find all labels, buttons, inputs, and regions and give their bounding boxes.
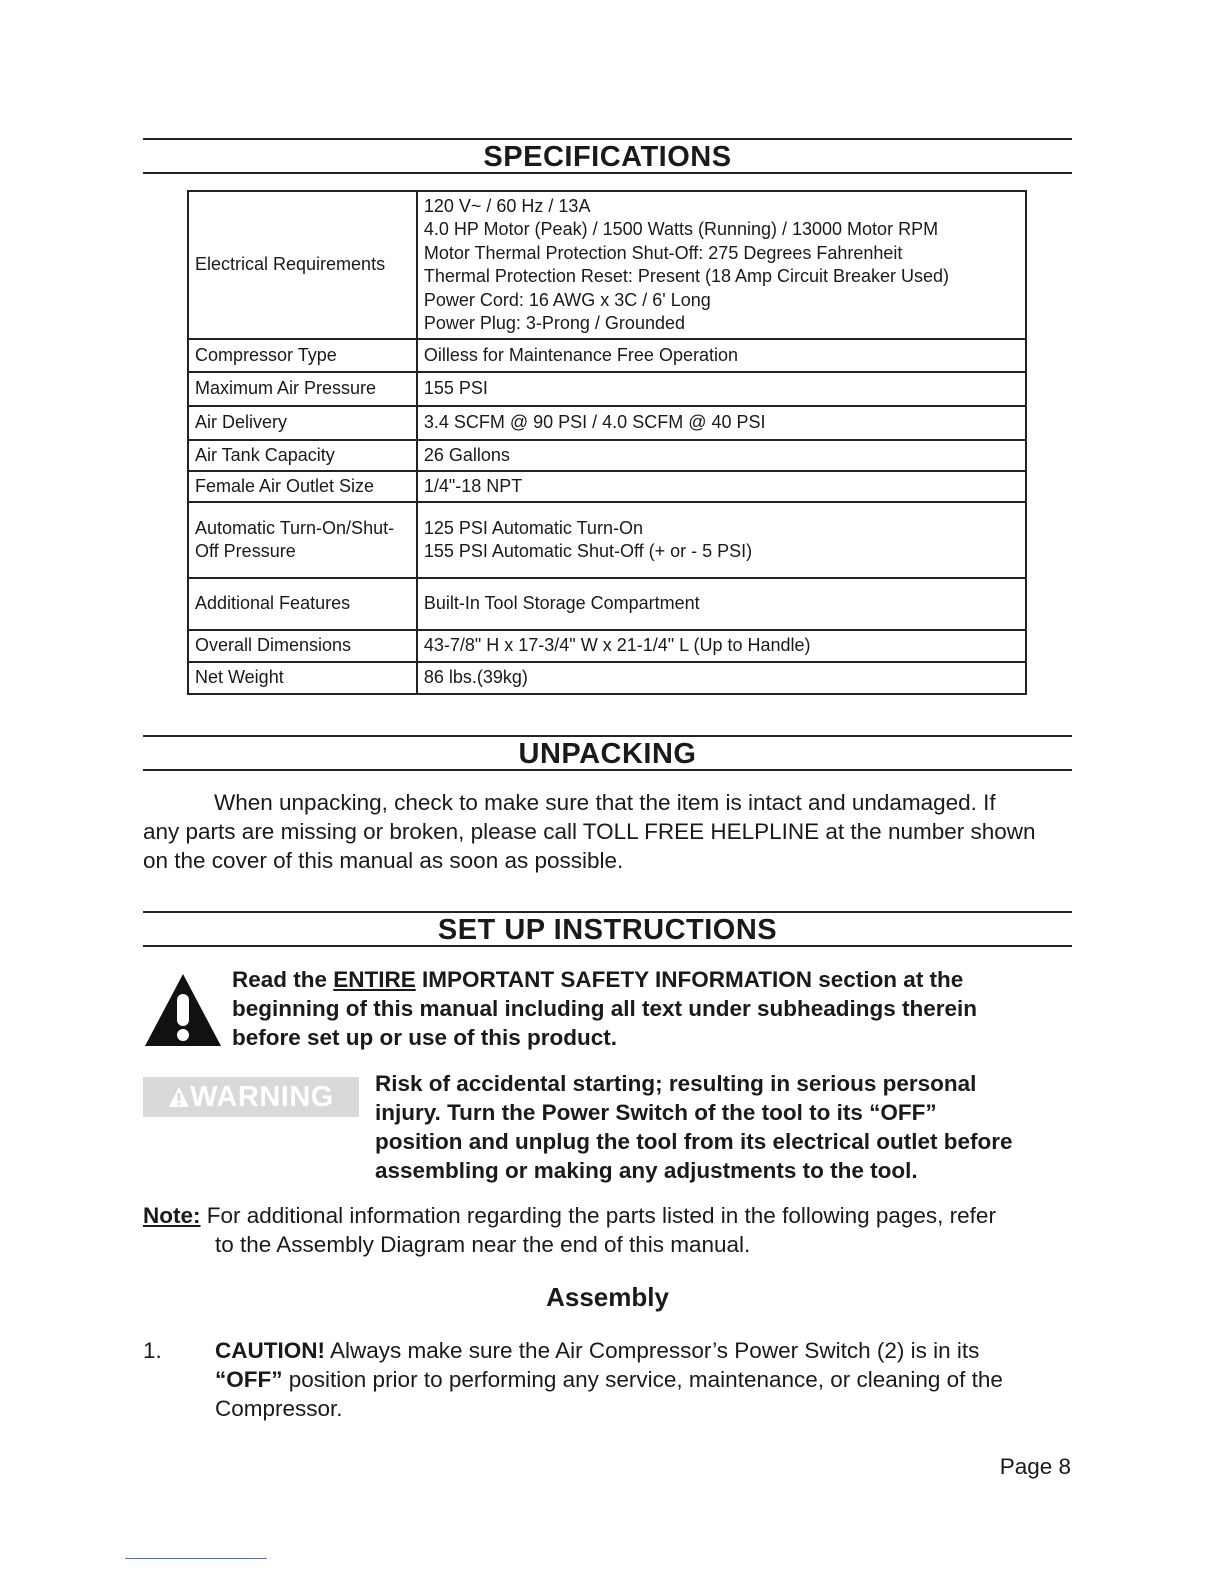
- step-text: position prior to performing any service, maintenance, or cleaning of the: [282, 1367, 1003, 1392]
- spec-value: [417, 578, 1026, 630]
- spec-value: [417, 471, 1026, 502]
- rule: [143, 945, 1072, 947]
- spec-value-line: 4.0 HP Motor (Peak) / 1500 Watts (Running) / 13000 Motor RPM: [423, 219, 939, 239]
- spec-row: [188, 471, 1026, 502]
- section-title: SET UP INSTRUCTIONS: [437, 914, 778, 946]
- warning-line: Risk of accidental starting; resulting in serious personal: [375, 1071, 977, 1096]
- spec-row: [188, 339, 1026, 372]
- note-line: [143, 1201, 1083, 1230]
- spec-value: [417, 502, 1026, 578]
- warning-text: [375, 1069, 1065, 1185]
- rule: [143, 172, 1072, 174]
- spec-row: [188, 578, 1026, 630]
- spec-value-line: Thermal Protection Reset: Present (18 Amp Circuit Breaker Used): [423, 266, 950, 286]
- spec-label: Compressor Type: [188, 339, 417, 372]
- spec-label: Electrical Requirements: [188, 191, 417, 339]
- spec-value: [417, 372, 1026, 406]
- setup-header: [143, 911, 1072, 947]
- note-text: For additional information regarding the parts listed in the following pages, refer: [200, 1203, 996, 1228]
- spec-value-line: 3.4 SCFM @ 90 PSI / 4.0 SCFM @ 40 PSI: [423, 412, 766, 433]
- spec-value-line: 1/4"-18 NPT: [423, 475, 523, 496]
- warning-triangle-icon: [168, 1086, 190, 1108]
- safety-line: [232, 965, 1052, 994]
- warning-badge: [143, 1077, 359, 1117]
- spec-row: [188, 440, 1026, 471]
- spec-row: [188, 191, 1026, 339]
- spec-label: Automatic Turn-On/Shut-Off Pressure: [188, 502, 417, 578]
- spec-row: [188, 502, 1026, 578]
- spec-value-line: 26 Gallons: [423, 444, 510, 465]
- spec-value-line: 125 PSI Automatic Turn-On: [423, 517, 643, 538]
- section-title: SPECIFICATIONS: [483, 141, 732, 173]
- note-line: to the Assembly Diagram near the end of this manual.: [215, 1232, 751, 1257]
- spec-label: Air Delivery: [188, 406, 417, 440]
- spec-label: Overall Dimensions: [188, 630, 417, 662]
- section-title: UNPACKING: [518, 738, 697, 770]
- spec-value-line: 86 lbs.(39kg): [423, 667, 528, 688]
- warning-line: position and unplug the tool from its electrical outlet before: [375, 1129, 1013, 1154]
- entire-emphasis: ENTIRE: [333, 967, 416, 992]
- assembly-heading: Assembly: [546, 1282, 669, 1312]
- paragraph-line: When unpacking, check to make sure that the item is intact and undamaged. If: [214, 790, 996, 815]
- specifications-table: [187, 190, 1027, 695]
- safety-line: beginning of this manual including all text under subheadings therein: [232, 996, 978, 1021]
- step-line: [215, 1336, 1075, 1365]
- unpacking-paragraph: [143, 788, 1103, 875]
- safety-line: before set up or use of this product.: [232, 1025, 618, 1050]
- spec-value-line: Motor Thermal Protection Shut-Off: 275 Degrees Fahrenheit: [423, 242, 903, 263]
- spec-label: Net Weight: [188, 662, 417, 694]
- safety-notice: [232, 965, 1052, 1052]
- spec-value-line: 155 PSI Automatic Shut-Off (+ or - 5 PSI): [423, 541, 753, 561]
- warning-line: injury. Turn the Power Switch of the tool to its “OFF”: [375, 1100, 937, 1125]
- spec-row: [188, 406, 1026, 440]
- spec-value-line: Power Plug: 3-Prong / Grounded: [423, 313, 685, 333]
- step-line: [215, 1365, 1075, 1394]
- spec-row: [188, 630, 1026, 662]
- spec-value-line: 155 PSI: [423, 378, 488, 399]
- rule: [143, 769, 1072, 771]
- page-number: Page 8: [999, 1454, 1071, 1479]
- spec-value: [417, 662, 1026, 694]
- step-number: 1.: [143, 1338, 162, 1363]
- assembly-step-1: [215, 1336, 1075, 1423]
- paragraph-line: on the cover of this manual as soon as possible.: [143, 848, 624, 873]
- warning-line: assembling or making any adjustments to the tool.: [375, 1158, 918, 1183]
- spec-label: Female Air Outlet Size: [188, 471, 417, 502]
- spec-label: Air Tank Capacity: [188, 440, 417, 471]
- spec-value-line: 120 V~ / 60 Hz / 13A: [423, 195, 591, 216]
- spec-label: Additional Features: [188, 578, 417, 630]
- spec-value: [417, 339, 1026, 372]
- spec-label: Maximum Air Pressure: [188, 372, 417, 406]
- note-paragraph: [143, 1201, 1083, 1259]
- spec-row: [188, 662, 1026, 694]
- safety-rest: IMPORTANT SAFETY INFORMATION section at the: [415, 967, 964, 992]
- spec-value-line: Oilless for Maintenance Free Operation: [423, 344, 738, 365]
- unpacking-header: [143, 735, 1072, 771]
- note-label: Note:: [143, 1203, 201, 1228]
- spec-row: [188, 372, 1026, 406]
- spec-value-line: Built-In Tool Storage Compartment: [423, 593, 700, 614]
- spec-value-line: Power Cord: 16 AWG x 3C / 6' Long: [423, 289, 711, 310]
- caution-label: CAUTION!: [215, 1338, 325, 1363]
- off-label: “OFF”: [215, 1367, 283, 1392]
- warning-triangle-icon: [143, 972, 223, 1048]
- step-text: Always make sure the Air Compressor’s Power Switch (2) is in its: [324, 1338, 980, 1363]
- spec-value: [417, 191, 1026, 339]
- spec-value: [417, 406, 1026, 440]
- specifications-header: [143, 138, 1072, 174]
- warning-label: WARNING: [190, 1081, 334, 1113]
- safety-prefix: Read the: [232, 967, 334, 992]
- spec-value: [417, 440, 1026, 471]
- paragraph-line: any parts are missing or broken, please call TOLL FREE HELPLINE at the number shown: [143, 819, 1036, 844]
- spec-value: [417, 630, 1026, 662]
- step-line: Compressor.: [215, 1396, 343, 1421]
- spec-value-line: 43-7/8" H x 17-3/4" W x 21-1/4" L (Up to Handle): [423, 635, 811, 656]
- bottom-rule: [125, 1558, 267, 1559]
